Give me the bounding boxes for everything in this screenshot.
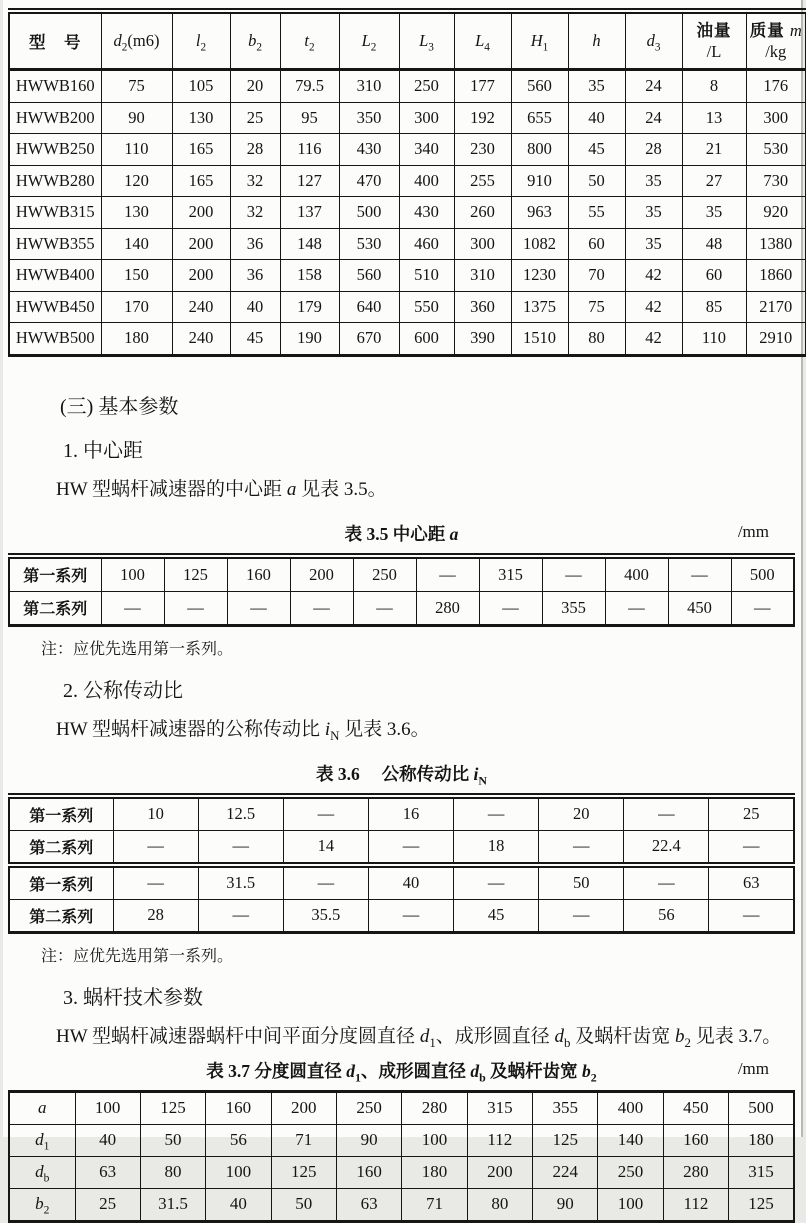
table-cell: 112: [467, 1124, 532, 1156]
table-cell: 125: [164, 556, 227, 592]
table-cell: 355: [542, 591, 605, 625]
table-cell: 35: [568, 70, 625, 103]
table-row: [9, 102, 806, 134]
table-cell: 230: [454, 134, 511, 166]
table37-caption: 表 3.7 分度圆直径 $d_1$、成形圆直径 $d_b$ 及蜗杆齿宽 $b_2$: [206, 1060, 597, 1084]
row-label-cell: HWWB160: [9, 70, 101, 103]
table-cell: 42: [625, 291, 682, 323]
table-cell: 125: [729, 1188, 794, 1221]
table-cell: 40: [75, 1124, 140, 1156]
table-cell: 50: [271, 1188, 336, 1221]
table-row: [9, 323, 806, 356]
table-cell: 50: [539, 865, 624, 900]
table-cell: —: [283, 865, 368, 900]
row-label-cell: HWWB315: [9, 197, 101, 229]
table36-caption: 表 3.6 公称传动比 $i_N$: [316, 763, 487, 787]
row-label-cell: 第一系列: [9, 865, 113, 900]
table35-caption: 表 3.5 中心距 a: [344, 523, 459, 544]
table-cell: 45: [230, 323, 280, 356]
table-cell: 355: [533, 1091, 598, 1124]
table-row: [9, 899, 794, 932]
table-cell: —: [709, 899, 794, 932]
table-cell: 75: [101, 70, 172, 103]
row-label-cell: 第二系列: [9, 830, 113, 865]
table-row: [9, 796, 794, 831]
table-cell: 177: [454, 70, 511, 103]
table-cell: 50: [568, 165, 625, 197]
table-cell: 148: [280, 228, 339, 260]
table-cell: 179: [280, 291, 339, 323]
table-cell: 158: [280, 260, 339, 292]
table-cell: 430: [339, 134, 399, 166]
row-label-cell: $d_1$: [9, 1124, 75, 1156]
nominal-ratio-table: [8, 793, 795, 934]
table-cell: 90: [101, 102, 172, 134]
table-cell: 18: [454, 830, 539, 865]
table-cell: 450: [668, 591, 731, 625]
table-cell: 400: [598, 1091, 663, 1124]
table-cell: 192: [454, 102, 511, 134]
paragraph-nominal-ratio: HW 型蜗杆减速器的公称传动比 $i_N$ 见表 3.6。: [56, 718, 430, 743]
table-cell: 400: [605, 556, 668, 592]
table-cell: —: [605, 591, 668, 625]
table-cell: 310: [339, 70, 399, 103]
table-cell: 100: [75, 1091, 140, 1124]
row-label-cell: 第二系列: [9, 591, 101, 625]
table-cell: 90: [336, 1124, 401, 1156]
table-cell: 28: [113, 899, 198, 932]
table-cell: 35: [625, 165, 682, 197]
table-cell: —: [668, 556, 731, 592]
table-cell: 1380: [746, 228, 806, 260]
table-cell: 35: [625, 228, 682, 260]
row-label-cell: a: [9, 1091, 75, 1124]
row-label-cell: 第二系列: [9, 899, 113, 932]
table36-caption-row: [8, 761, 795, 787]
table-row: [9, 1188, 794, 1221]
table-cell: 70: [568, 260, 625, 292]
table35-unit-label: /mm: [737, 521, 769, 541]
table-cell: 655: [511, 102, 568, 134]
table-cell: 137: [280, 197, 339, 229]
header-row: [9, 11, 806, 70]
table-cell: 35: [682, 197, 746, 229]
table-cell: 510: [399, 260, 454, 292]
table-cell: 125: [271, 1156, 336, 1188]
table-cell: 250: [353, 556, 416, 592]
table-cell: 31.5: [198, 865, 283, 900]
table-cell: 12.5: [198, 796, 283, 831]
row-label-cell: HWWB280: [9, 165, 101, 197]
table-cell: 450: [663, 1091, 728, 1124]
table-cell: 165: [172, 165, 230, 197]
table-cell: 1375: [511, 291, 568, 323]
table-cell: 310: [454, 260, 511, 292]
table-cell: 14: [283, 830, 368, 865]
table-row: [9, 1156, 794, 1188]
table-cell: 71: [402, 1188, 467, 1221]
table-cell: 105: [172, 70, 230, 103]
table-cell: 71: [271, 1124, 336, 1156]
table-cell: 2170: [746, 291, 806, 323]
paragraph-worm-parameters: HW 型蜗杆减速器蜗杆中间平面分度圆直径 $d_1$、成形圆直径 $d_b$ 及蜗杆齿宽 $b_2$ 见表 3.7。: [56, 1025, 782, 1050]
row-label-cell: 第一系列: [9, 556, 101, 592]
table-cell: 160: [227, 556, 290, 592]
col-header-b2: $b_2$: [230, 11, 280, 70]
table-cell: —: [113, 865, 198, 900]
table-cell: 42: [625, 323, 682, 356]
table-cell: 300: [399, 102, 454, 134]
table-cell: 56: [206, 1124, 271, 1156]
table-cell: 20: [230, 70, 280, 103]
table-cell: 63: [75, 1156, 140, 1188]
table-cell: —: [368, 830, 453, 865]
table-cell: 800: [511, 134, 568, 166]
table-cell: 180: [402, 1156, 467, 1188]
table-cell: 20: [539, 796, 624, 831]
center-distance-table: [8, 553, 795, 627]
table-row: [9, 291, 806, 323]
col-header-H1: $H_1$: [511, 11, 568, 70]
table-cell: 110: [682, 323, 746, 356]
table-cell: —: [624, 796, 709, 831]
table-cell: —: [454, 796, 539, 831]
table-cell: 100: [206, 1156, 271, 1188]
table-cell: 42: [625, 260, 682, 292]
table-cell: 280: [663, 1156, 728, 1188]
table-cell: 180: [729, 1124, 794, 1156]
table-cell: 40: [368, 865, 453, 900]
table-cell: 430: [399, 197, 454, 229]
table-cell: 280: [402, 1091, 467, 1124]
table-cell: 16: [368, 796, 453, 831]
sub-heading-center-distance: 1. 中心距: [63, 439, 143, 462]
table-cell: —: [454, 865, 539, 900]
table-cell: 140: [598, 1124, 663, 1156]
table-cell: 250: [399, 70, 454, 103]
table-row: [9, 865, 794, 900]
table-row: [9, 260, 806, 292]
col-header-model: 型 号: [9, 11, 101, 70]
table-cell: —: [539, 899, 624, 932]
table-cell: 32: [230, 165, 280, 197]
table-cell: —: [731, 591, 794, 625]
table-cell: 300: [454, 228, 511, 260]
table-cell: 165: [172, 134, 230, 166]
table-cell: 200: [467, 1156, 532, 1188]
table-cell: 200: [172, 228, 230, 260]
table-cell: 79.5: [280, 70, 339, 103]
row-label-cell: 第一系列: [9, 796, 113, 831]
col-header-L2: $L_2$: [339, 11, 399, 70]
table-cell: —: [101, 591, 164, 625]
table-cell: 8: [682, 70, 746, 103]
table-cell: 40: [206, 1188, 271, 1221]
table-cell: 130: [101, 197, 172, 229]
table-cell: 40: [230, 291, 280, 323]
table-cell: 13: [682, 102, 746, 134]
table-cell: 32: [230, 197, 280, 229]
table-cell: 460: [399, 228, 454, 260]
table-cell: 176: [746, 70, 806, 103]
table-cell: 200: [172, 197, 230, 229]
table-cell: 350: [339, 102, 399, 134]
table-cell: —: [290, 591, 353, 625]
table-cell: 963: [511, 197, 568, 229]
table-cell: 100: [101, 556, 164, 592]
document-page: [3, 0, 803, 1217]
table-cell: 25: [230, 102, 280, 134]
col-header-t2: $t_2$: [280, 11, 339, 70]
row-label-cell: HWWB355: [9, 228, 101, 260]
table37-unit-label: /mm: [737, 1058, 769, 1078]
table-cell: —: [709, 830, 794, 865]
table-cell: 10: [113, 796, 198, 831]
row-label-cell: $b_2$: [9, 1188, 75, 1221]
table-cell: —: [624, 865, 709, 900]
table-cell: 110: [101, 134, 172, 166]
table-cell: —: [198, 830, 283, 865]
table-cell: 640: [339, 291, 399, 323]
col-header-d2: $d_2(m6)$: [101, 11, 172, 70]
table-cell: 1082: [511, 228, 568, 260]
table-cell: 1230: [511, 260, 568, 292]
table-cell: 36: [230, 260, 280, 292]
table-cell: —: [539, 830, 624, 865]
table-cell: 170: [101, 291, 172, 323]
col-header-L4: $L_4$: [454, 11, 511, 70]
table-cell: 127: [280, 165, 339, 197]
table-cell: 315: [479, 556, 542, 592]
table-cell: —: [113, 830, 198, 865]
table-row: [9, 134, 806, 166]
table-cell: 250: [598, 1156, 663, 1188]
table-cell: —: [164, 591, 227, 625]
table-cell: 22.4: [624, 830, 709, 865]
table-cell: 24: [625, 102, 682, 134]
table-cell: 1860: [746, 260, 806, 292]
table-cell: 470: [339, 165, 399, 197]
table-cell: 200: [172, 260, 230, 292]
col-header-h: h: [568, 11, 625, 70]
table-cell: 500: [339, 197, 399, 229]
table-cell: 25: [709, 796, 794, 831]
table-cell: 240: [172, 323, 230, 356]
table-cell: —: [353, 591, 416, 625]
table-cell: 280: [416, 591, 479, 625]
row-label-cell: HWWB250: [9, 134, 101, 166]
table-cell: 315: [467, 1091, 532, 1124]
table-cell: —: [227, 591, 290, 625]
table-cell: 550: [399, 291, 454, 323]
table-cell: 910: [511, 165, 568, 197]
table-row: [9, 197, 806, 229]
hwwb-dimension-table: [8, 8, 806, 357]
sub-heading-nominal-ratio: 2. 公称传动比: [63, 679, 183, 702]
row-label-cell: HWWB500: [9, 323, 101, 356]
table-cell: 730: [746, 165, 806, 197]
table-cell: 315: [729, 1156, 794, 1188]
table-row: [9, 165, 806, 197]
table-cell: 224: [533, 1156, 598, 1188]
table-row: [9, 70, 806, 103]
table-cell: 120: [101, 165, 172, 197]
table-cell: 63: [336, 1188, 401, 1221]
table-cell: 75: [568, 291, 625, 323]
table-cell: 27: [682, 165, 746, 197]
table-cell: 500: [731, 556, 794, 592]
table-cell: 112: [663, 1188, 728, 1221]
table-cell: 116: [280, 134, 339, 166]
table-cell: 560: [339, 260, 399, 292]
col-header-oil: 油量 /L: [682, 11, 746, 70]
table-cell: 95: [280, 102, 339, 134]
table-cell: 180: [101, 323, 172, 356]
table-cell: 55: [568, 197, 625, 229]
table-cell: 100: [598, 1188, 663, 1221]
table-cell: 530: [339, 228, 399, 260]
table-cell: 25: [75, 1188, 140, 1221]
table-cell: 500: [729, 1091, 794, 1124]
table-row: [9, 1091, 794, 1124]
table-cell: 63: [709, 865, 794, 900]
table-cell: —: [368, 899, 453, 932]
table-cell: 360: [454, 291, 511, 323]
table-cell: 80: [140, 1156, 205, 1188]
table-cell: 160: [336, 1156, 401, 1188]
table-cell: 60: [682, 260, 746, 292]
table-cell: 90: [533, 1188, 598, 1221]
col-header-L3: $L_3$: [399, 11, 454, 70]
table-row: [9, 591, 794, 625]
table-cell: —: [542, 556, 605, 592]
sub-heading-worm-parameters: 3. 蜗杆技术参数: [63, 986, 203, 1009]
row-label-cell: HWWB200: [9, 102, 101, 134]
table-cell: 21: [682, 134, 746, 166]
table-cell: 670: [339, 323, 399, 356]
section-heading-basic-parameters: (三) 基本参数: [60, 395, 179, 418]
table-cell: 36: [230, 228, 280, 260]
table-cell: 200: [290, 556, 353, 592]
table-cell: 50: [140, 1124, 205, 1156]
worm-diameter-table: [8, 1090, 795, 1223]
table-cell: —: [416, 556, 479, 592]
table-cell: 160: [206, 1091, 271, 1124]
table-cell: 56: [624, 899, 709, 932]
table-cell: 140: [101, 228, 172, 260]
table-cell: 160: [663, 1124, 728, 1156]
table-cell: 31.5: [140, 1188, 205, 1221]
table-cell: 35: [625, 197, 682, 229]
table-cell: 390: [454, 323, 511, 356]
table-cell: 150: [101, 260, 172, 292]
table-cell: 85: [682, 291, 746, 323]
table-cell: 240: [172, 291, 230, 323]
table-cell: 250: [336, 1091, 401, 1124]
table-cell: 600: [399, 323, 454, 356]
table-cell: 80: [467, 1188, 532, 1221]
table-cell: 45: [454, 899, 539, 932]
table35-note: 注：应优先选用第一系列。: [41, 640, 234, 658]
row-label-cell: $d_b$: [9, 1156, 75, 1188]
table-cell: 48: [682, 228, 746, 260]
table-row: [9, 1124, 794, 1156]
row-label-cell: HWWB400: [9, 260, 101, 292]
col-header-mass: 质量 m /kg: [746, 11, 806, 70]
paragraph-center-distance: HW 型蜗杆减速器的中心距 a 见表 3.5。: [56, 478, 387, 500]
table-cell: 45: [568, 134, 625, 166]
table-cell: 560: [511, 70, 568, 103]
table-cell: 255: [454, 165, 511, 197]
table-row: [9, 228, 806, 260]
table-cell: 530: [746, 134, 806, 166]
table-cell: 100: [402, 1124, 467, 1156]
table-cell: 200: [271, 1091, 336, 1124]
table-cell: 920: [746, 197, 806, 229]
table-cell: 190: [280, 323, 339, 356]
col-header-d3: $d_3$: [625, 11, 682, 70]
table-cell: 300: [746, 102, 806, 134]
table-cell: 125: [533, 1124, 598, 1156]
col-header-l2: $l_2$: [172, 11, 230, 70]
table-cell: 28: [625, 134, 682, 166]
table-cell: 125: [140, 1091, 205, 1124]
table-cell: 340: [399, 134, 454, 166]
table-cell: 260: [454, 197, 511, 229]
table-cell: 60: [568, 228, 625, 260]
table-cell: 80: [568, 323, 625, 356]
table-cell: 35.5: [283, 899, 368, 932]
table-row: [9, 556, 794, 592]
row-label-cell: HWWB450: [9, 291, 101, 323]
table-cell: 1510: [511, 323, 568, 356]
table-cell: 2910: [746, 323, 806, 356]
table-row: [9, 830, 794, 865]
table36-note: 注：应优先选用第一系列。: [41, 947, 234, 965]
table-cell: 40: [568, 102, 625, 134]
table-cell: 28: [230, 134, 280, 166]
table-cell: 400: [399, 165, 454, 197]
table-cell: 24: [625, 70, 682, 103]
table-cell: —: [479, 591, 542, 625]
table35-caption-row: [8, 521, 795, 547]
table-cell: —: [198, 899, 283, 932]
table-cell: 130: [172, 102, 230, 134]
table37-caption-row: [8, 1058, 795, 1084]
table-cell: —: [283, 796, 368, 831]
